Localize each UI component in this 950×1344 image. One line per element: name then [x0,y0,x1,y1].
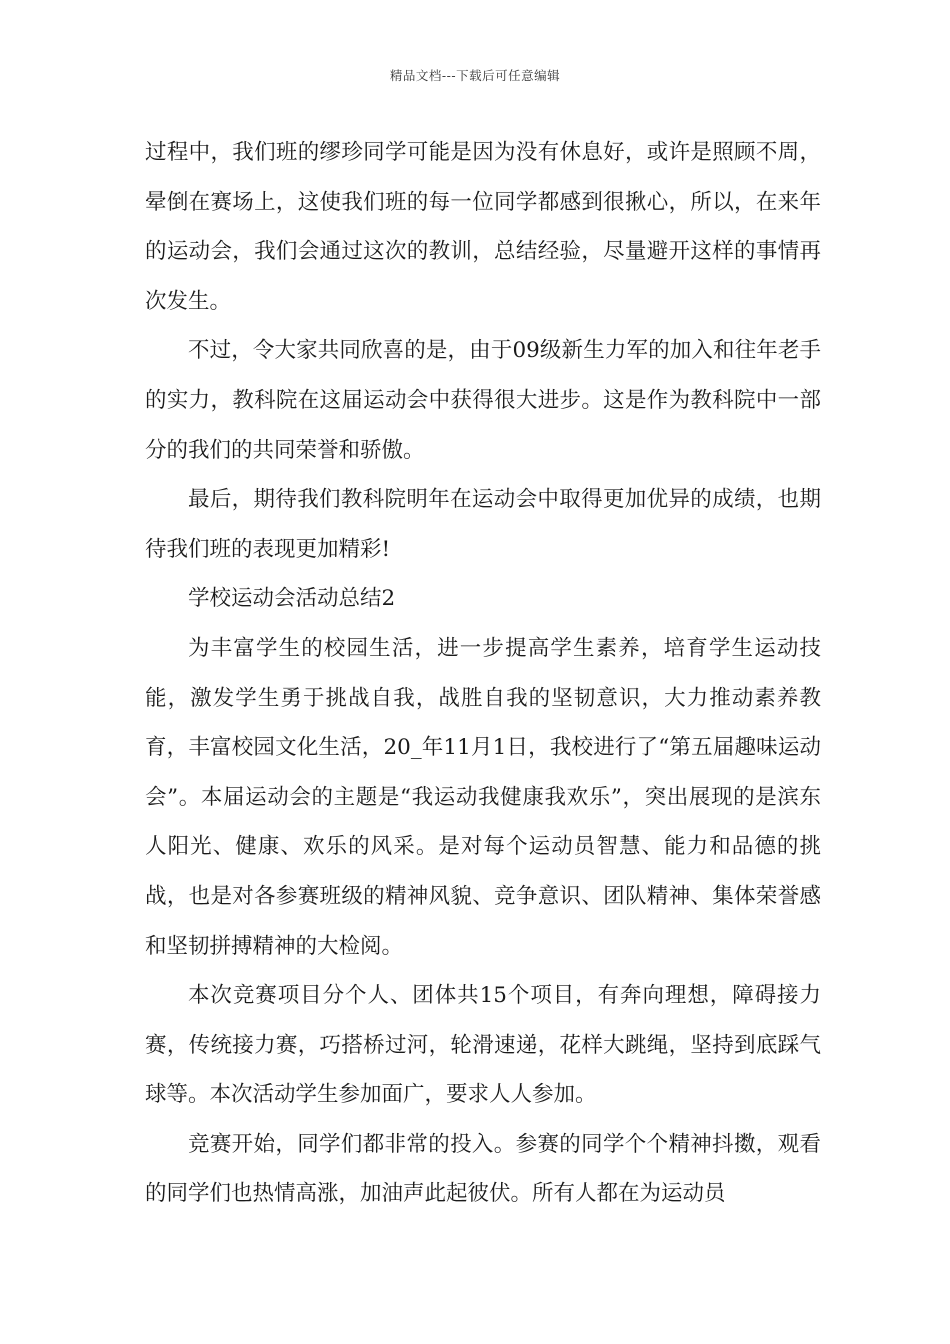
paragraph-continuation: 过程中，我们班的缪珍同学可能是因为没有休息好，或许是照顾不周，晕倒在赛场上，这使我们班的每一位同学都感到很揪心，所以，在来年的运动会，我们会通过这次的教训，总结经验，尽量避开这样的事情再次发生。 [145,140,821,314]
paragraph: 竞赛开始，同学们都非常的投入。参赛的同学个个精神抖擞，观看的同学们也热情高涨，加油声此起彼伏。所有人都在为运动员 [145,1131,821,1207]
paragraph: 最后，期待我们教科院明年在运动会中取得更加优异的成绩，也期待我们班的表现更加精彩! [145,487,821,562]
paragraph: 本次竞赛项目分个人、团体共15个项目，有奔向理想，障碍接力赛，传统接力赛，巧搭桥过河，轮滑速递，花样大跳绳，坚持到底踩气球等。本次活动学生参加面广，要求人人参加。 [145,983,821,1108]
paragraph: 不过，令大家共同欣喜的是，由于09级新生力军的加入和往年老手的实力，教科院在这届运动会中获得很大进步。这是作为教科院中一部分的我们的共同荣誉和骄傲。 [145,338,821,463]
document-body [145,128,821,1219]
section-heading: 学校运动会活动总结2 [188,586,396,612]
paragraph: 为丰富学生的校园生活，进一步提高学生素养，培育学生运动技能，激发学生勇于挑战自我，战胜自我的坚韧意识，大力推动素养教育，丰富校园文化生活，20_年11月1日，我校进行了“第五届趣味运动会”。本届运动会的主题是“我运动我健康我欢乐”，突出展现的是滨东人阳光、健康、欢乐的风采。是对每个运动员智慧、能力和品德的挑战，也是对各参赛班级的精神风貌、竞争意识、团队精神、集体荣誉感和坚韧拼搏精神的大检阅。 [145,635,821,959]
page-header: 精品文档---下载后可任意编辑 [389,68,561,83]
